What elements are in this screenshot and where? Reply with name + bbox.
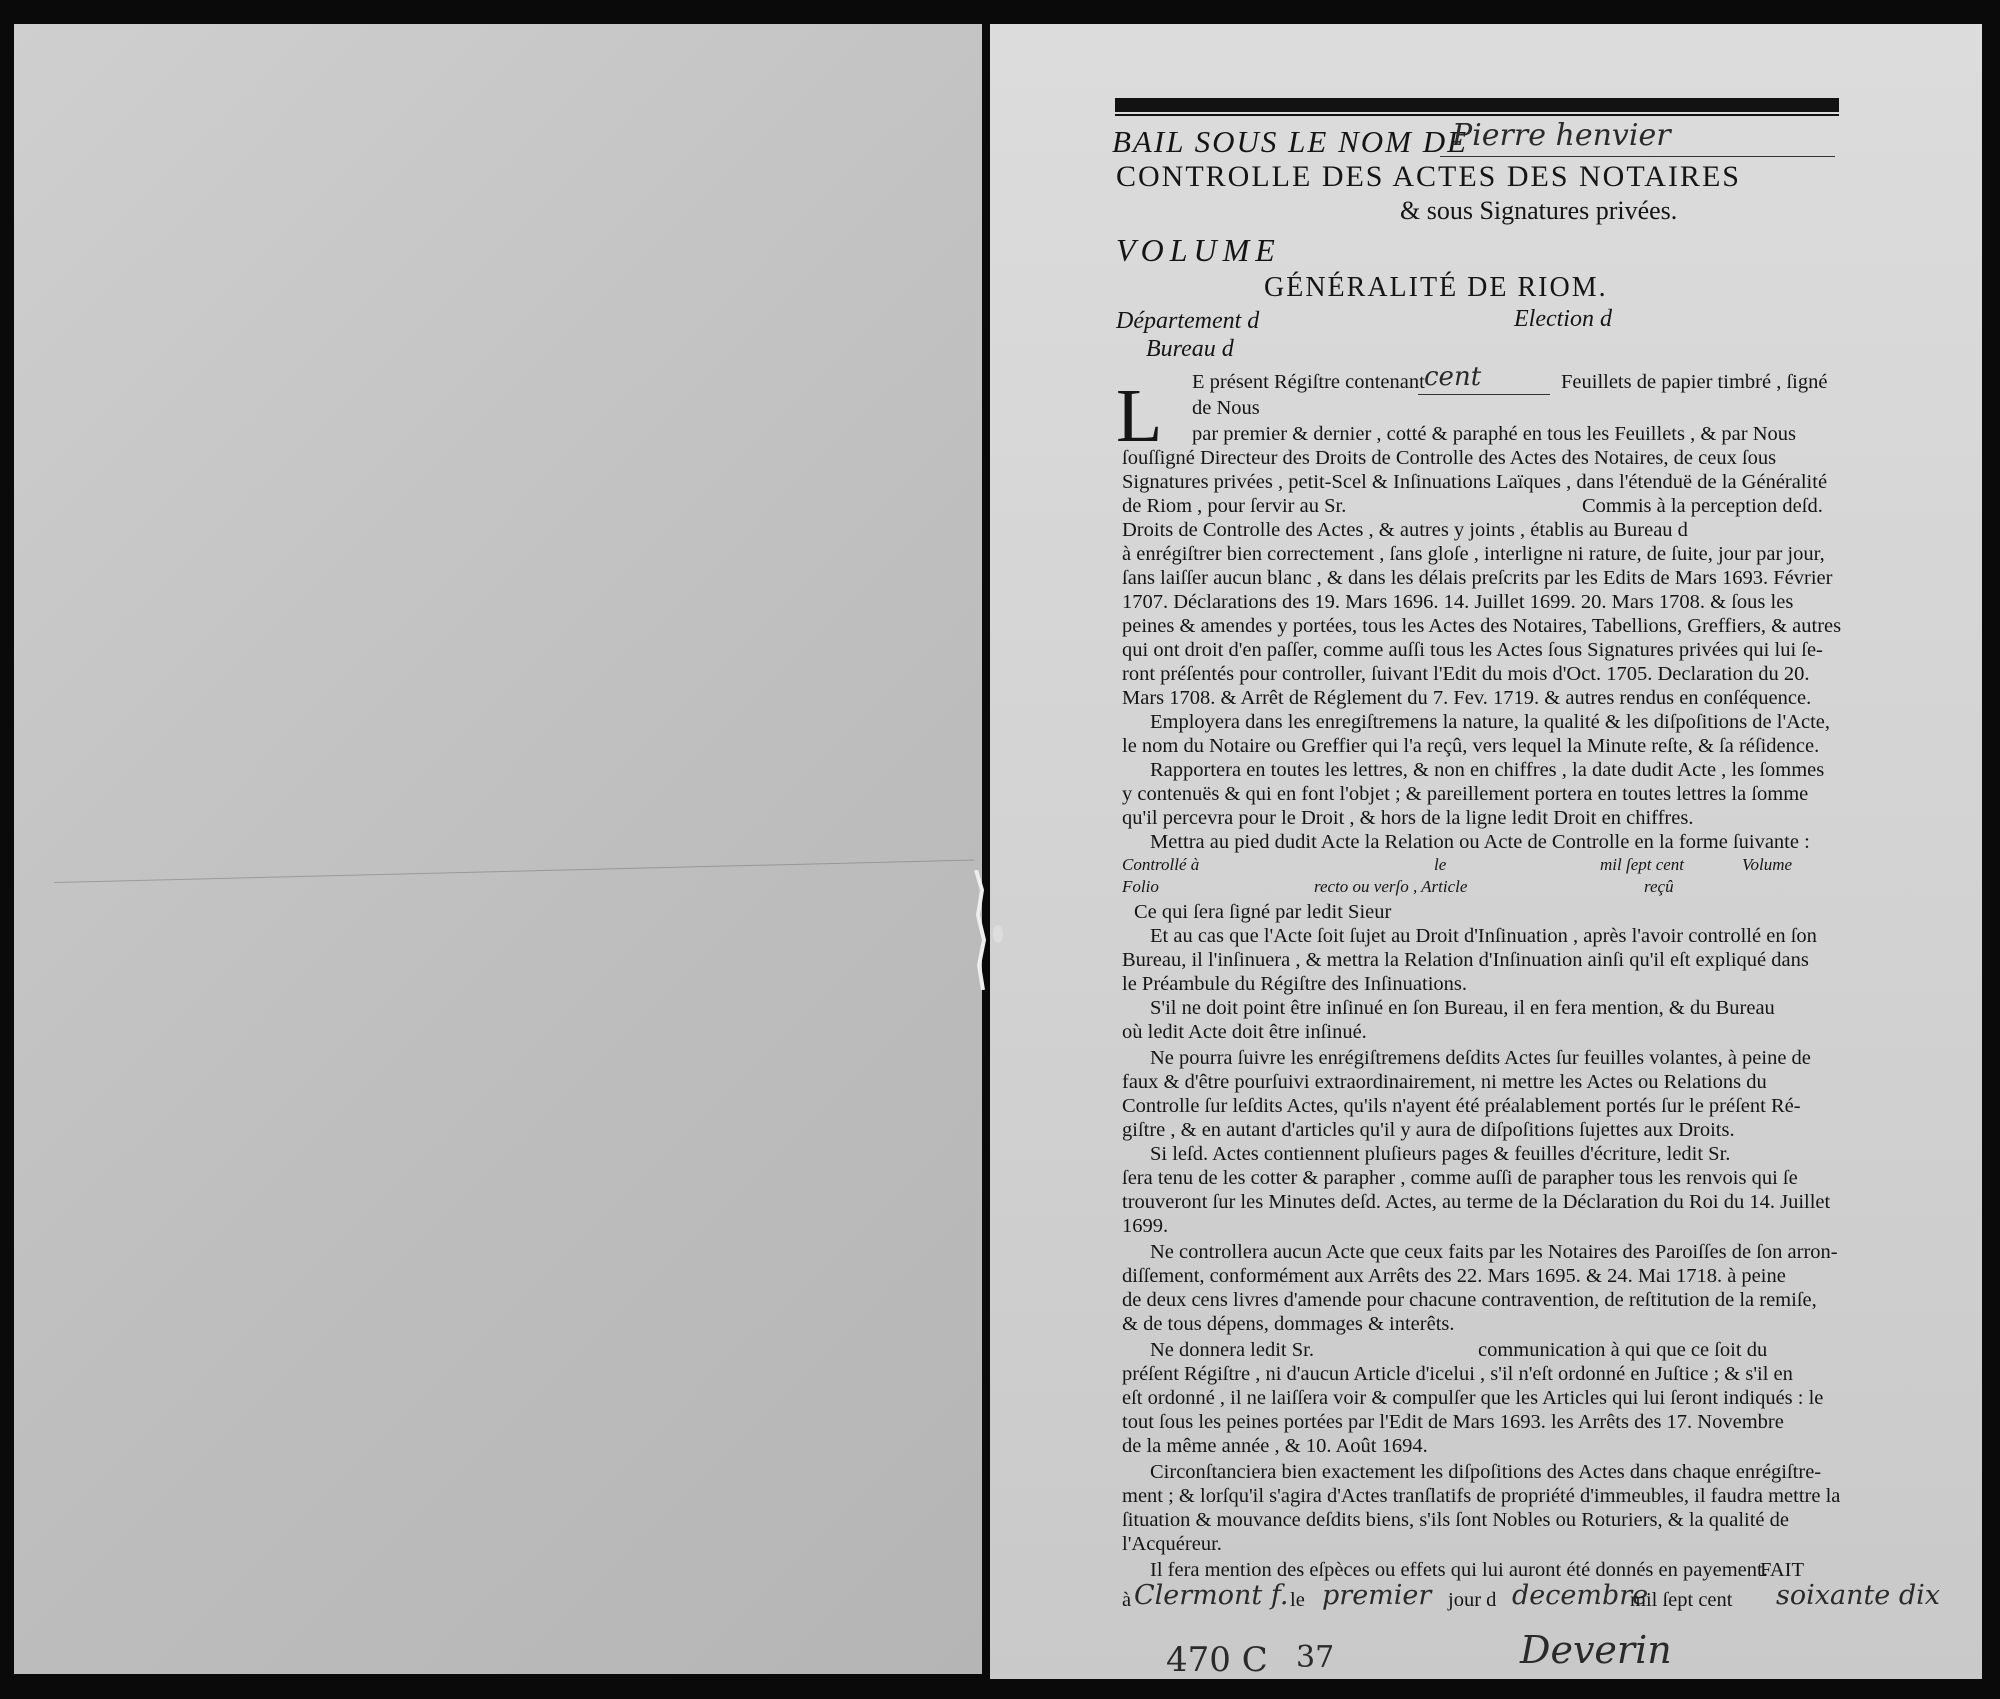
body-line: ront préſentés pour controller, ſuivant l'Edit du mois d'Oct. 1705. Declaration du 20.: [1122, 663, 1810, 685]
body-line: ſouſſigné Directeur des Droits de Controlle des Actes des Notaires, de ceux ſous: [1122, 447, 1777, 469]
body-line: 1699.: [1122, 1215, 1169, 1237]
body-line: Employera dans les enregiſtremens la nature, la qualité & les diſpoſitions de l'Acte,: [1150, 711, 1830, 733]
body-line: le nom du Notaire ou Greffier qui l'a reçû, vers lequel la Minute reſte, & ſa réſidence.: [1122, 735, 1820, 757]
drop-cap: L: [1116, 374, 1163, 458]
header-thick-rule: [1115, 98, 1839, 112]
left-page-blank: [14, 24, 982, 1674]
bail-name-handwritten: Pierre henvier: [1452, 118, 1671, 153]
body-line: de la même année , & 10. Août 1694.: [1122, 1435, 1428, 1457]
fait-label: FAIT: [1760, 1559, 1805, 1581]
body-line: Commis à la perception deſd.: [1582, 495, 1823, 517]
body-line: Il fera mention des eſpèces ou effets qui lui auront été donnés en payement.: [1150, 1559, 1768, 1581]
body-line: qui ont droit d'en paſſer, comme auſſi tous les Actes ſous Signatures privées qui lui ſe-: [1122, 639, 1823, 661]
form-field-volume: Volume: [1742, 855, 1793, 874]
body-line: mil ſept cent: [1630, 1589, 1733, 1611]
election-label: Election d: [1514, 306, 1612, 332]
bureau-label: Bureau d: [1146, 336, 1234, 362]
departement-label: Département d: [1116, 308, 1260, 334]
body-line: de deux cens livres d'amende pour chacune contravention, de reſtitution de la remiſe,: [1122, 1289, 1817, 1311]
form-field-recto: recto ou verſo , Article: [1314, 877, 1468, 896]
body-line: diſſement, conformément aux Arrêts des 22. Mars 1695. & 24. Mai 1718. à peine: [1122, 1265, 1786, 1287]
body-line: Ne pourra ſuivre les enrégiſtremens deſdits Actes ſur feuilles volantes, à peine de: [1150, 1047, 1811, 1069]
body-line: ſera tenu de les cotter & parapher , comme auſſi de parapher tous les renvois qui ſe: [1122, 1167, 1798, 1189]
body-line: tout ſous les peines portées par l'Edit de Mars 1693. les Arrêts des 17. Novembre: [1122, 1411, 1784, 1433]
binding-gutter: [968, 870, 1008, 990]
body-line: Si leſd. Actes contiennent pluſieurs pages & feuilles d'écriture, ledit Sr.: [1150, 1143, 1731, 1165]
body-line: où ledit Acte doit être inſinué.: [1122, 1021, 1367, 1043]
body-line: l'Acquéreur.: [1122, 1533, 1222, 1555]
month-handwritten: decembre: [1512, 1580, 1649, 1611]
body-line: de Riom , pour ſervir au Sr.: [1122, 495, 1347, 517]
body-line: Droits de Controlle des Actes , & autres y joints , établis au Bureau d: [1122, 519, 1688, 541]
body-line: Ne controllera aucun Acte que ceux faits par les Notaires des Paroiſſes de ſon arron-: [1150, 1241, 1838, 1263]
body-line: Mars 1708. & Arrêt de Réglement du 7. Fev. 1719. & autres rendus en conſéquence.: [1122, 687, 1812, 709]
body-line: E présent Régiſtre contenant: [1192, 371, 1425, 393]
body-line: Ce qui ſera ſigné par ledit Sieur: [1134, 901, 1392, 923]
body-line: 1707. Déclarations des 19. Mars 1696. 14. Juillet 1699. 20. Mars 1708. & ſous les: [1122, 591, 1794, 613]
body-line: Et au cas que l'Acte ſoit ſujet au Droit d'Inſinuation , après l'avoir controllé en ſon: [1150, 925, 1817, 947]
page-crease: [54, 860, 974, 883]
body-line: jour d: [1448, 1589, 1497, 1611]
body-line: ſans laiſſer aucun blanc , & dans les délais preſcrits par les Edits de Mars 1693. Février: [1122, 567, 1833, 589]
body-line: ment ; & lorſqu'il s'agira d'Actes tranſlatifs de propriété d'immeubles, il faudra mettre la: [1122, 1485, 1841, 1507]
form-field-recu: reçû: [1644, 877, 1674, 896]
body-line: de Nous: [1192, 397, 1260, 419]
form-field-le: le: [1434, 855, 1447, 874]
generalite-heading: GÉNÉRALITÉ DE RIOM.: [1264, 272, 1608, 303]
body-line: le Préambule du Régiſtre des Inſinuations.: [1122, 973, 1468, 995]
form-field-mil: mil ſept cent: [1600, 855, 1685, 874]
body-line: trouveront ſur les Minutes deſd. Actes, au terme de la Déclaration du Roi du 14. Juillet: [1122, 1191, 1831, 1213]
body-line: Mettra au pied dudit Acte la Relation ou Acte de Controlle en la forme ſuivante :: [1150, 831, 1810, 853]
document-title: CONTROLLE DES ACTES DES NOTAIRES: [1116, 160, 1741, 193]
body-line: par premier & dernier , cotté & paraphé en tous les Feuillets , & par Nous: [1192, 423, 1796, 445]
bail-name-line: [1440, 156, 1835, 157]
body-line: eſt ordonné , il ne laiſſera voir & compulſer que les Articles qui lui ſeront indiqués : le: [1122, 1387, 1824, 1409]
body-line: à: [1122, 1589, 1132, 1611]
body-line: y contenuës & qui en font l'objet ; & pareillement portera en toutes lettres la ſomme: [1122, 783, 1809, 805]
body-line: Bureau, il l'inſinuera , & mettra la Relation d'Inſinuation ainſi qu'il eſt expliqué dans: [1122, 949, 1809, 971]
volume-label: VOLUME: [1116, 232, 1281, 268]
archive-page-number: 37: [1296, 1640, 1335, 1675]
body-line: & de tous dépens, dommages & interêts.: [1122, 1313, 1455, 1335]
year-handwritten: soixante dix: [1776, 1580, 1941, 1611]
body-line: Ne donnera ledit Sr.: [1150, 1339, 1314, 1361]
director-signature: Deverin: [1520, 1628, 1672, 1672]
body-line: le: [1290, 1589, 1305, 1611]
body-line: faux & d'être pourſuivi extraordinairement, ni mettre les Actes ou Relations du: [1122, 1071, 1767, 1093]
body-line: Controlle ſur leſdits Actes, qu'ils n'ayent été préalablement portés ſur le préſent Ré-: [1122, 1095, 1801, 1117]
body-line: préſent Régiſtre , ni d'aucun Article d'icelui , s'il n'eſt ordonné en Juſtice ; & s'il en: [1122, 1363, 1793, 1385]
body-line: Circonſtanciera bien exactement les diſpoſitions des Actes dans chaque enrégiſtre-: [1150, 1461, 1822, 1483]
body-line: peines & amendes y portées, tous les Actes des Notaires, Tabellions, Greffiers, & autres: [1122, 615, 1842, 637]
body-line: Rapportera en toutes les lettres, & non en chiffres , la date dudit Acte , les ſommes: [1150, 759, 1825, 781]
form-field-controlle: Controllé à: [1122, 855, 1200, 874]
body-line: S'il ne doit point être inſinué en ſon Bureau, il en fera mention, & du Bureau: [1150, 997, 1775, 1019]
body-line: qu'il percevra pour le Droit , & hors de la ligne ledit Droit en chiffres.: [1122, 807, 1694, 829]
header-thin-rule: [1115, 114, 1839, 116]
bail-prefix: BAIL SOUS LE NOM DE: [1112, 124, 1469, 159]
leaf-count-handwritten: cent: [1424, 362, 1482, 392]
body-line: Signatures privées , petit-Scel & Inſinuations Laïques , dans l'étenduë de la Généralité: [1122, 471, 1828, 493]
form-field-folio: Folio: [1122, 877, 1159, 896]
body-line: communication à qui que ce ſoit du: [1478, 1339, 1768, 1361]
day-handwritten: premier: [1322, 1580, 1432, 1611]
leaf-count-line: [1418, 394, 1550, 395]
body-line: giſtre , & en autant d'articles qu'il y aura de diſpoſitions ſujettes aux Droits.: [1122, 1119, 1735, 1141]
place-handwritten: Clermont f.: [1134, 1580, 1289, 1611]
body-line: à enrégiſtrer bien correctement , ſans gloſe , interligne ni rature, de ſuite, jour par jour,: [1122, 543, 1825, 565]
body-line: Feuillets de papier timbré , ſigné: [1561, 371, 1828, 393]
body-line: ſituation & mouvance deſdits biens, s'ils ſont Nobles ou Roturiers, & la qualité de: [1122, 1509, 1790, 1531]
archive-call-number: 470 C: [1166, 1640, 1268, 1680]
document-subtitle: & sous Signatures privées.: [1400, 196, 1678, 225]
